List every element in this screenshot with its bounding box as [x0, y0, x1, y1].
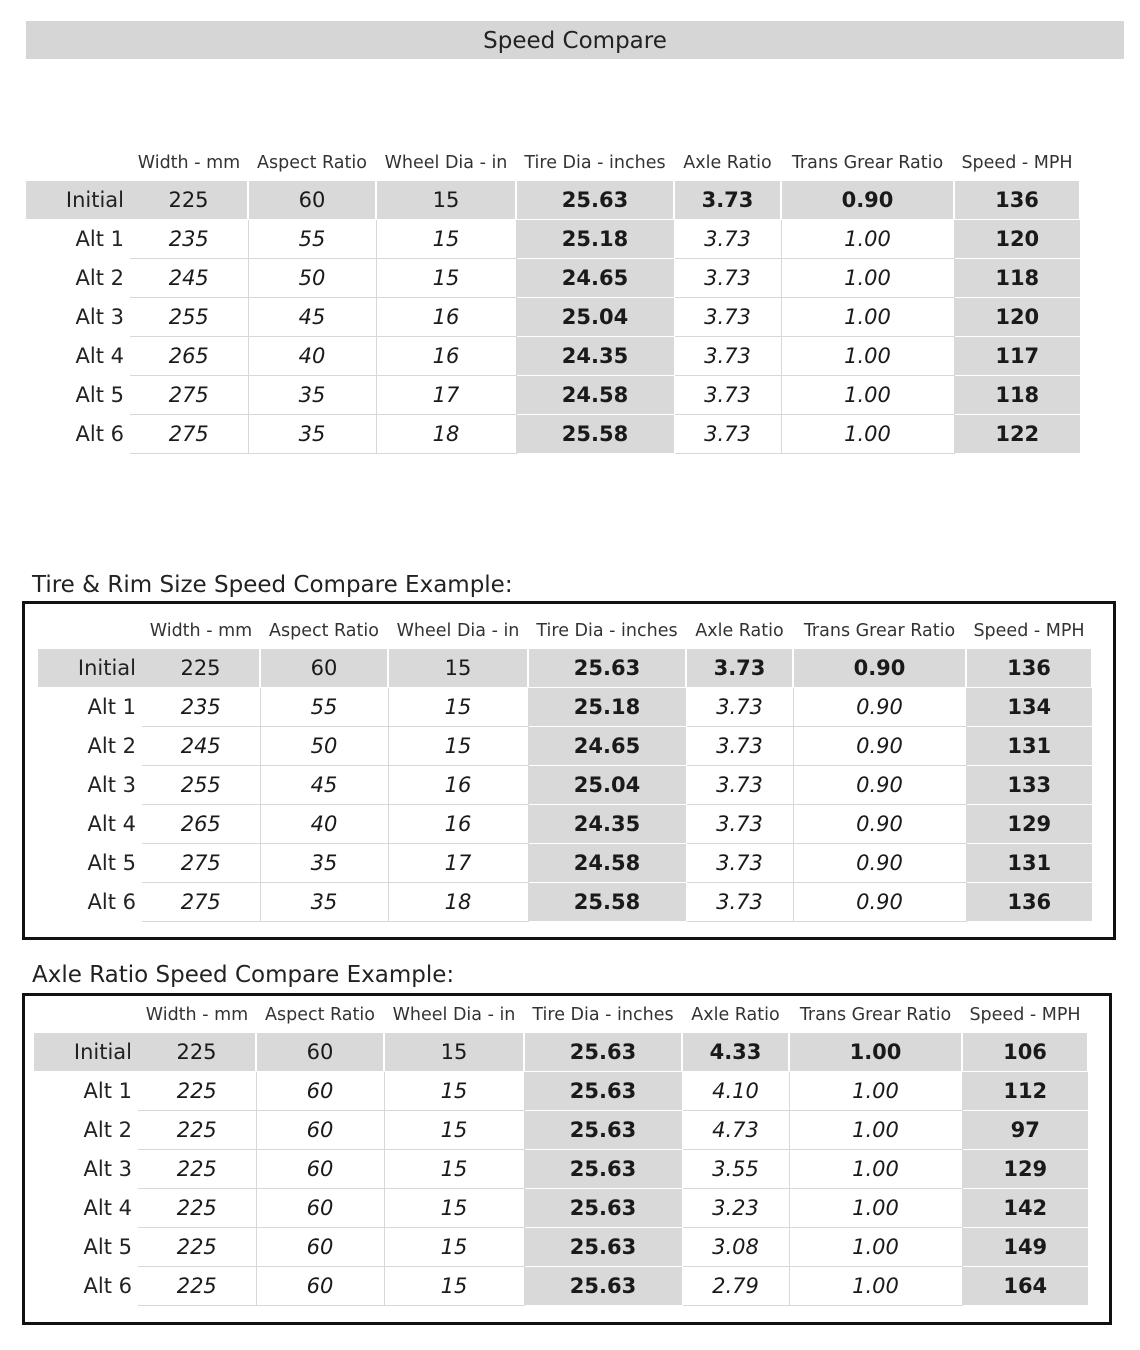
axle-cell: 4.10	[682, 1072, 789, 1111]
trans-cell: 1.00	[781, 220, 954, 259]
axle-cell: 3.73	[674, 337, 781, 376]
speed-cell: 129	[966, 805, 1092, 844]
column-header: Trans Grear Ratio	[799, 1005, 952, 1025]
tire-cell: 25.63	[524, 1072, 682, 1111]
column-header: Speed - MPH	[961, 153, 1073, 173]
width-cell: 255	[130, 298, 248, 337]
wheel-cell: 17	[376, 376, 516, 415]
tire-cell: 25.63	[524, 1189, 682, 1228]
wheel-cell: 15	[376, 220, 516, 259]
row-label: Alt 3	[75, 305, 124, 329]
width-cell: 225	[130, 181, 248, 220]
aspect-cell: 60	[256, 1072, 384, 1111]
width-cell: 275	[142, 844, 260, 883]
wheel-cell: 15	[388, 727, 528, 766]
speed-cell: 149	[962, 1228, 1088, 1267]
tire-cell: 25.04	[528, 766, 686, 805]
speed-cell: 136	[954, 181, 1080, 220]
column-header: Speed - MPH	[969, 1005, 1081, 1025]
aspect-cell: 60	[256, 1111, 384, 1150]
speed-cell: 117	[954, 337, 1080, 376]
wheel-cell: 16	[376, 298, 516, 337]
trans-cell: 0.90	[793, 649, 966, 688]
table-row	[38, 844, 1092, 883]
column-header: Axle Ratio	[691, 1005, 780, 1025]
initial-row	[26, 181, 1080, 220]
axle-cell: 3.73	[686, 727, 793, 766]
row-label: Alt 1	[75, 227, 124, 252]
wheel-cell: 15	[376, 181, 516, 220]
aspect-cell: 60	[248, 181, 376, 220]
column-header: Axle Ratio	[695, 621, 784, 641]
tire-cell: 25.63	[524, 1228, 682, 1267]
table-row	[34, 1228, 1088, 1267]
column-header: Wheel Dia - in	[384, 153, 508, 173]
aspect-cell: 45	[248, 298, 376, 337]
axle-cell: 3.73	[686, 688, 793, 727]
row-label: Alt 3	[87, 773, 136, 797]
column-header: Trans Grear Ratio	[803, 621, 956, 641]
wheel-cell: 16	[388, 805, 528, 844]
speed-cell: 142	[962, 1189, 1088, 1228]
speed-cell: 136	[966, 883, 1092, 922]
wheel-cell: 15	[384, 1228, 524, 1267]
wheel-cell: 15	[384, 1072, 524, 1111]
aspect-cell: 55	[248, 220, 376, 259]
width-cell: 275	[142, 883, 260, 922]
trans-cell: 1.00	[781, 259, 954, 298]
row-label: Alt 3	[83, 1157, 132, 1181]
column-header: Tire Dia - inches	[536, 621, 678, 641]
table-row	[34, 1072, 1088, 1111]
aspect-cell: 60	[256, 1267, 384, 1306]
width-cell: 235	[130, 220, 248, 259]
column-header: Aspect Ratio	[257, 153, 367, 173]
width-cell: 275	[130, 415, 248, 454]
row-label: Alt 6	[75, 422, 124, 446]
table-row	[26, 298, 1080, 337]
width-cell: 235	[142, 688, 260, 727]
width-cell: 265	[142, 805, 260, 844]
axle-cell: 3.73	[686, 883, 793, 922]
initial-row	[34, 1033, 1088, 1072]
table-row	[26, 376, 1080, 415]
table-row	[38, 883, 1092, 922]
wheel-cell: 15	[388, 649, 528, 688]
column-header: Tire Dia - inches	[532, 1005, 674, 1025]
axle-cell: 3.73	[686, 805, 793, 844]
aspect-cell: 60	[256, 1189, 384, 1228]
trans-cell: 0.90	[793, 844, 966, 883]
trans-cell: 1.00	[781, 298, 954, 337]
header-row	[38, 611, 1092, 649]
axle-cell: 3.73	[674, 376, 781, 415]
wheel-cell: 15	[384, 1033, 524, 1072]
aspect-cell: 40	[260, 805, 388, 844]
width-cell: 245	[142, 727, 260, 766]
axle-cell: 3.73	[686, 844, 793, 883]
row-label-header	[34, 995, 138, 1033]
table-row	[38, 805, 1092, 844]
tire-cell: 24.58	[528, 844, 686, 883]
column-header: Aspect Ratio	[265, 1005, 375, 1025]
row-label-header	[26, 143, 130, 181]
axle-cell: 3.08	[682, 1228, 789, 1267]
tire-cell: 25.18	[528, 688, 686, 727]
aspect-cell: 50	[248, 259, 376, 298]
aspect-cell: 35	[248, 376, 376, 415]
row-label: Alt 5	[83, 1235, 132, 1259]
column-header: Aspect Ratio	[269, 621, 379, 641]
axle-cell: 4.33	[682, 1033, 789, 1072]
row-label: Alt 4	[83, 1196, 132, 1220]
aspect-cell: 50	[260, 727, 388, 766]
table-row	[38, 688, 1092, 727]
axle-cell: 4.73	[682, 1111, 789, 1150]
axle-cell: 3.73	[674, 298, 781, 337]
trans-cell: 1.00	[789, 1111, 962, 1150]
aspect-cell: 45	[260, 766, 388, 805]
aspect-cell: 60	[256, 1150, 384, 1189]
trans-cell: 1.00	[789, 1189, 962, 1228]
row-label: Alt 1	[83, 1079, 132, 1104]
width-cell: 245	[130, 259, 248, 298]
column-header: Width - mm	[145, 1005, 249, 1025]
speed-cell: 129	[962, 1150, 1088, 1189]
tire-cell: 25.18	[516, 220, 674, 259]
width-cell: 275	[130, 376, 248, 415]
axle-cell: 2.79	[682, 1267, 789, 1306]
speed-cell: 120	[954, 220, 1080, 259]
axle-cell: 3.73	[686, 649, 793, 688]
wheel-cell: 16	[388, 766, 528, 805]
column-header: Speed - MPH	[973, 621, 1085, 641]
column-header: Wheel Dia - in	[396, 621, 520, 641]
tire-cell: 24.35	[528, 805, 686, 844]
column-header: Width - mm	[137, 153, 241, 173]
tire-cell: 24.65	[528, 727, 686, 766]
trans-cell: 0.90	[793, 883, 966, 922]
row-label: Initial	[26, 181, 130, 220]
width-cell: 225	[142, 649, 260, 688]
tire-cell: 24.65	[516, 259, 674, 298]
width-cell: 225	[138, 1033, 256, 1072]
column-header: Width - mm	[149, 621, 253, 641]
row-label: Alt 6	[87, 890, 136, 914]
wheel-cell: 15	[384, 1189, 524, 1228]
aspect-cell: 55	[260, 688, 388, 727]
row-label: Alt 5	[75, 383, 124, 407]
table-row	[26, 415, 1080, 454]
tire-rim-section-title: Tire & Rim Size Speed Compare Example:	[32, 572, 513, 598]
trans-cell: 1.00	[781, 337, 954, 376]
column-header: Wheel Dia - in	[392, 1005, 516, 1025]
table-row	[34, 1111, 1088, 1150]
trans-cell: 1.00	[781, 376, 954, 415]
trans-cell: 1.00	[789, 1072, 962, 1111]
axle-ratio-speed-table	[34, 995, 1089, 1306]
table-row	[34, 1150, 1088, 1189]
speed-cell: 136	[966, 649, 1092, 688]
trans-cell: 1.00	[789, 1033, 962, 1072]
tire-cell: 25.04	[516, 298, 674, 337]
speed-cell: 133	[966, 766, 1092, 805]
speed-cell: 120	[954, 298, 1080, 337]
tire-cell: 25.63	[528, 649, 686, 688]
table-row	[26, 259, 1080, 298]
tire-rim-speed-table	[38, 611, 1093, 922]
wheel-cell: 15	[384, 1267, 524, 1306]
row-label: Alt 5	[87, 851, 136, 875]
column-header: Trans Grear Ratio	[791, 153, 944, 173]
wheel-cell: 15	[384, 1150, 524, 1189]
initial-row	[38, 649, 1092, 688]
speed-cell: 118	[954, 259, 1080, 298]
wheel-cell: 17	[388, 844, 528, 883]
width-cell: 225	[138, 1111, 256, 1150]
aspect-cell: 40	[248, 337, 376, 376]
table-row	[26, 220, 1080, 259]
trans-cell: 0.90	[793, 688, 966, 727]
speed-cell: 97	[962, 1111, 1088, 1150]
speed-compare-table	[26, 143, 1081, 454]
tire-cell: 25.63	[516, 181, 674, 220]
axle-cell: 3.23	[682, 1189, 789, 1228]
table-row	[38, 727, 1092, 766]
width-cell: 265	[130, 337, 248, 376]
page-title: Speed Compare	[26, 21, 1124, 59]
row-label: Alt 2	[87, 734, 136, 758]
aspect-cell: 35	[248, 415, 376, 454]
tire-cell: 25.63	[524, 1033, 682, 1072]
aspect-cell: 60	[260, 649, 388, 688]
wheel-cell: 15	[376, 259, 516, 298]
speed-cell: 134	[966, 688, 1092, 727]
aspect-cell: 35	[260, 883, 388, 922]
row-label: Alt 2	[83, 1118, 132, 1142]
row-label: Alt 6	[83, 1274, 132, 1298]
trans-cell: 1.00	[789, 1228, 962, 1267]
axle-cell: 3.73	[674, 181, 781, 220]
speed-cell: 131	[966, 844, 1092, 883]
column-header: Axle Ratio	[683, 153, 772, 173]
width-cell: 225	[138, 1228, 256, 1267]
row-label: Initial	[34, 1033, 138, 1072]
width-cell: 225	[138, 1072, 256, 1111]
wheel-cell: 15	[384, 1111, 524, 1150]
trans-cell: 0.90	[793, 727, 966, 766]
table-row	[38, 766, 1092, 805]
table-row	[34, 1189, 1088, 1228]
tire-cell: 25.58	[528, 883, 686, 922]
width-cell: 225	[138, 1267, 256, 1306]
tire-cell: 24.35	[516, 337, 674, 376]
aspect-cell: 35	[260, 844, 388, 883]
speed-cell: 106	[962, 1033, 1088, 1072]
header-row	[34, 995, 1088, 1033]
row-label: Initial	[38, 649, 142, 688]
row-label: Alt 4	[75, 344, 124, 368]
wheel-cell: 15	[388, 688, 528, 727]
axle-cell: 3.73	[686, 766, 793, 805]
aspect-cell: 60	[256, 1033, 384, 1072]
tire-cell: 24.58	[516, 376, 674, 415]
tire-cell: 25.63	[524, 1150, 682, 1189]
trans-cell: 0.90	[793, 805, 966, 844]
table-row	[26, 337, 1080, 376]
tire-cell: 25.63	[524, 1267, 682, 1306]
wheel-cell: 18	[376, 415, 516, 454]
axle-cell: 3.73	[674, 220, 781, 259]
row-label-header	[38, 611, 142, 649]
axle-cell: 3.73	[674, 259, 781, 298]
width-cell: 225	[138, 1189, 256, 1228]
axle-ratio-section-title: Axle Ratio Speed Compare Example:	[32, 962, 455, 988]
speed-cell: 164	[962, 1267, 1088, 1306]
width-cell: 225	[138, 1150, 256, 1189]
aspect-cell: 60	[256, 1228, 384, 1267]
column-header: Tire Dia - inches	[524, 153, 666, 173]
row-label: Alt 2	[75, 266, 124, 290]
row-label: Alt 1	[87, 695, 136, 720]
speed-cell: 118	[954, 376, 1080, 415]
axle-cell: 3.55	[682, 1150, 789, 1189]
tire-cell: 25.63	[524, 1111, 682, 1150]
wheel-cell: 18	[388, 883, 528, 922]
row-label: Alt 4	[87, 812, 136, 836]
trans-cell: 0.90	[781, 181, 954, 220]
trans-cell: 0.90	[793, 766, 966, 805]
trans-cell: 1.00	[781, 415, 954, 454]
axle-cell: 3.73	[674, 415, 781, 454]
trans-cell: 1.00	[789, 1267, 962, 1306]
trans-cell: 1.00	[789, 1150, 962, 1189]
header-row	[26, 143, 1080, 181]
speed-cell: 122	[954, 415, 1080, 454]
width-cell: 255	[142, 766, 260, 805]
speed-cell: 112	[962, 1072, 1088, 1111]
wheel-cell: 16	[376, 337, 516, 376]
speed-cell: 131	[966, 727, 1092, 766]
tire-cell: 25.58	[516, 415, 674, 454]
table-row	[34, 1267, 1088, 1306]
